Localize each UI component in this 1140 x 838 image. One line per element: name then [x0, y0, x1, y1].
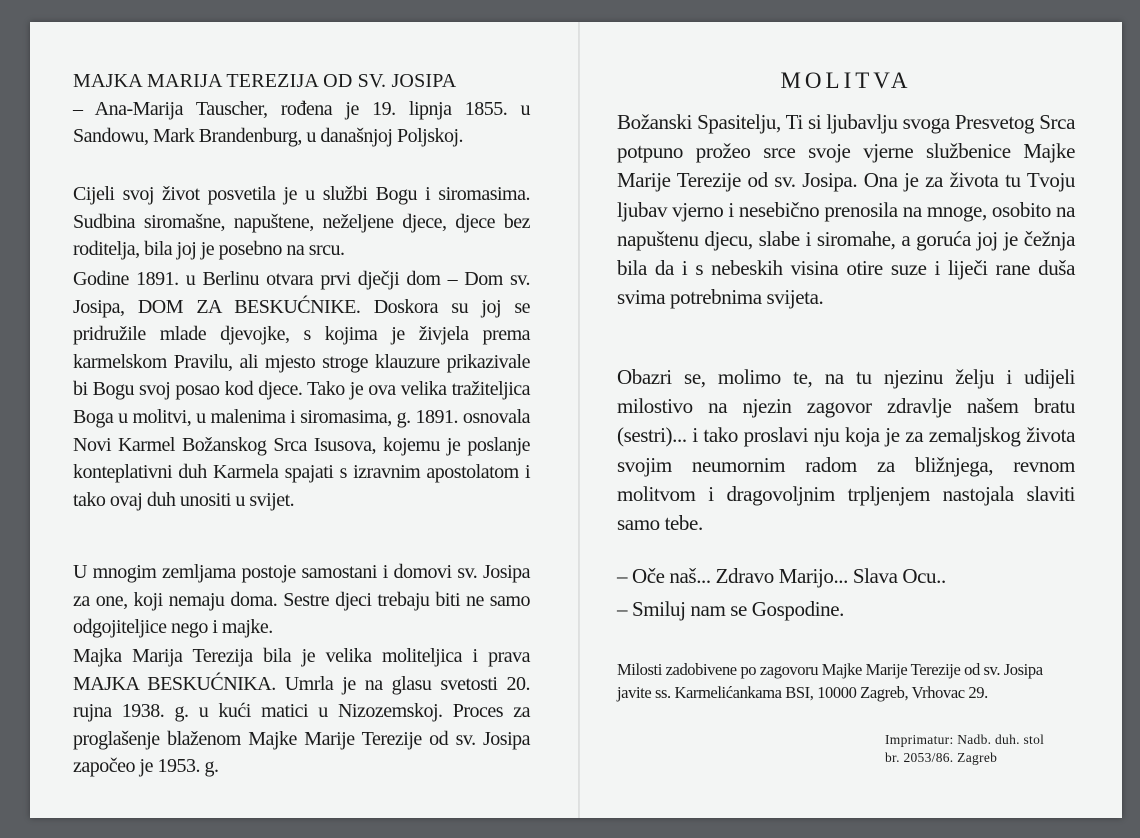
biography-paragraph: Cijeli svoj život posvetila je u službi Bogu i siromasima. Sudbina siromašne, napuštene, neželjene djece, djece bez roditelja, bila joj je posebno na srcu.: [73, 183, 530, 261]
imprimatur-line: br. 2053/86. Zagreb: [885, 750, 998, 765]
biography-paragraph: U mnogim zemljama postoje samostani i domovi sv. Josipa za one, koji nemaju doma. Sestre djeci trebaju biti ne samo odgojiteljice nego i majke.: [73, 561, 530, 639]
biography-paragraph: Godine 1891. u Berlinu otvara prvi dječji dom – Dom sv. Josipa, DOM ZA BESKUĆNIKE. Doskora su joj se pridružile mlade djevojke, s kojima je živjela prema karmelskom Pravilu, ali mjesto stroge klauzure prikazivale bi Bogu svoj posao kod djece. Tako je ova velika tražiteljica Boga u molitvi, u malenima i siromasima, g. 1891. osnovala Novi Karmel Božanskog Srca Isusova, kojemu je poslanje konteplativni duh Karmela spajati s izravnim apostolatom i tako ovaj duh unositi u svijet.: [73, 268, 530, 511]
contact-note: Milosti zadobivene po zagovoru Majke Marije Terezije od sv. Josipa javite ss. Karmelićankama BSI, 10000 Zagreb, Vrhovac 29.: [617, 660, 1043, 702]
prayer-paragraph: Obazri se, molimo te, na tu njezinu želju i udijeli milostivo na njezin zagovor zdravlje našem bratu (sestri)... i tako proslavi nju koja je za zemaljskog života svojim neumornim radom za bližnjega, revnom molitvom i dragovoljnim trpljenjem nastojala slaviti samo tebe.: [617, 365, 1075, 536]
imprimatur: [885, 731, 1075, 767]
biography-intro: [73, 68, 530, 151]
prayer-paragraph: Božanski Spasitelju, Ti si ljubavlju svoga Presvetog Srca potpuno prožeo srce svoje vjerne službenice Majke Marije Terezije od sv. Josipa. Ona je za života tu Tvoju ljubav vjerno i nesebično prenosila na mnoge, osobito na napuštenu djecu, slabe i siromahe, a goruća joj je čežnja bila da i s nebeskih visina otire suze i liječi rane duša svima potrebnima svijeta.: [617, 110, 1075, 310]
prayer-title: MOLITVA: [780, 68, 912, 93]
card-fold: [578, 22, 580, 818]
prayer-closing-line: – Oče naš... Zdravo Marijo... Slava Ocu..: [617, 564, 946, 588]
biography-title: MAJKA MARIJA TEREZIJA OD SV. JOSIPA: [73, 70, 457, 92]
prayer-closing-line: – Smiluj nam se Gospodine.: [617, 597, 845, 621]
biography-paragraph: Majka Marija Terezija bila je velika moliteljica i prava MAJKA BESKUĆNIKA. Umrla je na glasu svetosti 20. rujna 1938. g. u kući matici u Nizozemskoj. Proces za proglašenje blaženom Majke Marije Terezije od sv. Josipa započeo je 1953. g.: [73, 645, 530, 778]
imprimatur-line: Imprimatur: Nadb. duh. stol: [885, 732, 1045, 747]
biography-intro-text: – Ana-Marija Tauscher, rođena je 19. lipnja 1855. u Sandowu, Mark Brandenburg, u današnjoj Poljskoj.: [73, 97, 530, 148]
prayer-card: [30, 22, 1122, 818]
